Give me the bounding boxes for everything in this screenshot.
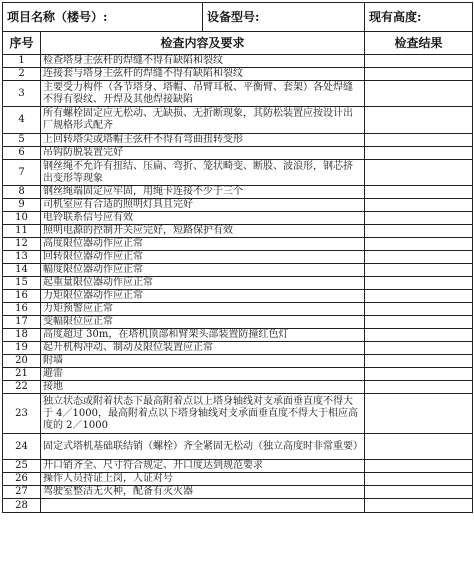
row-requirement: 高度超过 30m，在塔机顶部和臂架头部装置防撞红色灯 (41, 329, 365, 342)
row-number: 12 (3, 238, 41, 251)
row-number: 25 (3, 460, 41, 473)
table-row (3, 368, 473, 381)
row-result-field[interactable] (365, 329, 473, 342)
row-number: 27 (3, 486, 41, 499)
table-row (3, 486, 473, 499)
table-row (3, 473, 473, 486)
row-number: 26 (3, 473, 41, 486)
current-height-label: 现有高度: (369, 10, 422, 24)
column-header-row (3, 32, 473, 55)
row-number: 2 (3, 68, 41, 81)
row-result-field[interactable] (365, 368, 473, 381)
row-requirement: 开口销齐全、尺寸符合规定、开口度达到规范要求 (41, 460, 365, 473)
row-requirement: 司机室应有合适的照明灯具且完好 (41, 199, 365, 212)
row-requirement: 上回转塔尖或塔帽主弦杆不得有弯曲扭转变形 (41, 134, 365, 147)
row-result-field[interactable] (365, 486, 473, 499)
row-requirement: 力矩限位器动作应正常 (41, 290, 365, 303)
table-row (3, 212, 473, 225)
row-result-field[interactable] (365, 68, 473, 81)
device-model-label: 设备型号: (207, 10, 260, 24)
col-header-no: 序号 (3, 32, 41, 55)
row-result-field[interactable] (365, 147, 473, 160)
row-requirement: 变幅限位应正常 (41, 316, 365, 329)
row-result-field[interactable] (365, 186, 473, 199)
row-requirement: 主要受力构件（各节塔身、塔帽、吊臂耳板、平衡臂、套架）各处焊缝不得有裂纹、开焊及其他焊接缺陷 (41, 81, 365, 107)
row-result-field[interactable] (365, 394, 473, 434)
row-number: 4 (3, 107, 41, 134)
row-requirement: 连接套与塔身主弦杆的焊缝不得有缺陷和裂纹 (41, 68, 365, 81)
row-number: 19 (3, 342, 41, 355)
row-requirement: 钢丝绳端固定应牢固，用绳卡连接不少于三个 (41, 186, 365, 199)
row-number: 11 (3, 225, 41, 238)
row-number: 10 (3, 212, 41, 225)
row-result-field[interactable] (365, 160, 473, 186)
row-result-field[interactable] (365, 303, 473, 316)
row-requirement: 钢丝绳不允许有扭结、压扁、弯折、笼状畸变、断股、波浪形，钢芯挤出变形等现象 (41, 160, 365, 186)
header-row (3, 3, 473, 32)
table-row (3, 499, 473, 513)
row-number: 16 (3, 290, 41, 303)
row-requirement: 固定式塔机基础联结销（螺栓）齐全紧固无松动（独立高度时非常重要） (41, 434, 365, 460)
project-name-cell[interactable] (3, 3, 203, 32)
row-result-field[interactable] (365, 355, 473, 368)
table-row (3, 238, 473, 251)
table-row (3, 251, 473, 264)
row-result-field[interactable] (365, 81, 473, 107)
row-number: 22 (3, 381, 41, 394)
row-result-field[interactable] (365, 290, 473, 303)
current-height-cell[interactable] (365, 3, 473, 32)
table-row (3, 329, 473, 342)
row-result-field[interactable] (365, 381, 473, 394)
row-number: 5 (3, 134, 41, 147)
table-row (3, 225, 473, 238)
col-header-result: 检查结果 (365, 32, 473, 55)
row-requirement: 高度限位器动作应正常 (41, 238, 365, 251)
table-row (3, 394, 473, 434)
row-requirement: 独立状态或附着状态下最高附着点以上塔身轴线对支承面垂直度不得大于 4／1000，最高附着点以下塔身轴线对支承面垂直度不得大于相应高度的 2／1000 (41, 394, 365, 434)
row-result-field[interactable] (365, 277, 473, 290)
table-row (3, 316, 473, 329)
table-row (3, 107, 473, 134)
row-number: 3 (3, 81, 41, 107)
row-requirement: 幅度限位器动作应正常 (41, 264, 365, 277)
table-row (3, 68, 473, 81)
row-result-field[interactable] (365, 460, 473, 473)
row-requirement: 驾驶室整洁无火种，配备有灭火器 (41, 486, 365, 499)
row-requirement: 电铃联系信号应有效 (41, 212, 365, 225)
row-requirement: 操作人员持证上岗，人证对号 (41, 473, 365, 486)
table-row (3, 303, 473, 316)
col-header-content: 检查内容及要求 (41, 32, 365, 55)
row-number: 17 (3, 316, 41, 329)
inspection-sheet (2, 2, 472, 513)
row-result-field[interactable] (365, 55, 473, 68)
table-row (3, 147, 473, 160)
device-model-cell[interactable] (203, 3, 365, 32)
row-requirement: 起升机构冲动、制动及限位装置应正常 (41, 342, 365, 355)
row-number: 24 (3, 434, 41, 460)
table-row (3, 290, 473, 303)
row-result-field[interactable] (365, 238, 473, 251)
row-result-field[interactable] (365, 212, 473, 225)
row-result-field[interactable] (365, 434, 473, 460)
table-row (3, 186, 473, 199)
row-number: 9 (3, 199, 41, 212)
row-result-field[interactable] (365, 264, 473, 277)
row-number: 13 (3, 251, 41, 264)
row-number: 20 (3, 355, 41, 368)
row-requirement: 回转限位器动作应正常 (41, 251, 365, 264)
table-row (3, 160, 473, 186)
row-number: 8 (3, 186, 41, 199)
row-requirement: 避雷 (41, 368, 365, 381)
table-row (3, 460, 473, 473)
table-row (3, 134, 473, 147)
row-number: 15 (3, 277, 41, 290)
row-requirement (41, 499, 365, 513)
row-requirement: 检查塔身主弦杆的焊缝不得有缺陷和裂纹 (41, 55, 365, 68)
row-number: 1 (3, 55, 41, 68)
table-row (3, 342, 473, 355)
table-row (3, 355, 473, 368)
row-result-field[interactable] (365, 316, 473, 329)
table-row (3, 381, 473, 394)
table-row (3, 264, 473, 277)
row-result-field[interactable] (365, 225, 473, 238)
row-number: 7 (3, 160, 41, 186)
table-row (3, 81, 473, 107)
row-requirement: 照明电源的控制开关应完好，短路保护有效 (41, 225, 365, 238)
project-name-label: 项目名称（楼号）: (7, 10, 108, 24)
row-requirement: 起重量限位器动作应正常 (41, 277, 365, 290)
table-row (3, 277, 473, 290)
row-result-field[interactable] (365, 134, 473, 147)
row-number: 23 (3, 394, 41, 434)
row-requirement: 所有螺栓固定应无松动、无缺损、无折断现象，其防松装置应按设计出厂规格形式配齐 (41, 107, 365, 134)
row-number: 16 (3, 303, 41, 316)
row-result-field[interactable] (365, 107, 473, 134)
table-row (3, 199, 473, 212)
table-row (3, 434, 473, 460)
row-result-field[interactable] (365, 499, 473, 513)
row-number: 14 (3, 264, 41, 277)
row-result-field[interactable] (365, 199, 473, 212)
row-requirement: 吊钩防脱装置完好 (41, 147, 365, 160)
row-number: 18 (3, 329, 41, 342)
row-result-field[interactable] (365, 251, 473, 264)
row-requirement: 接地 (41, 381, 365, 394)
row-result-field[interactable] (365, 473, 473, 486)
row-result-field[interactable] (365, 342, 473, 355)
row-number: 6 (3, 147, 41, 160)
row-number: 21 (3, 368, 41, 381)
table-row (3, 55, 473, 68)
row-requirement: 附墙 (41, 355, 365, 368)
inspection-table (2, 2, 473, 513)
row-number: 28 (3, 499, 41, 513)
row-requirement: 力矩预警应正常 (41, 303, 365, 316)
